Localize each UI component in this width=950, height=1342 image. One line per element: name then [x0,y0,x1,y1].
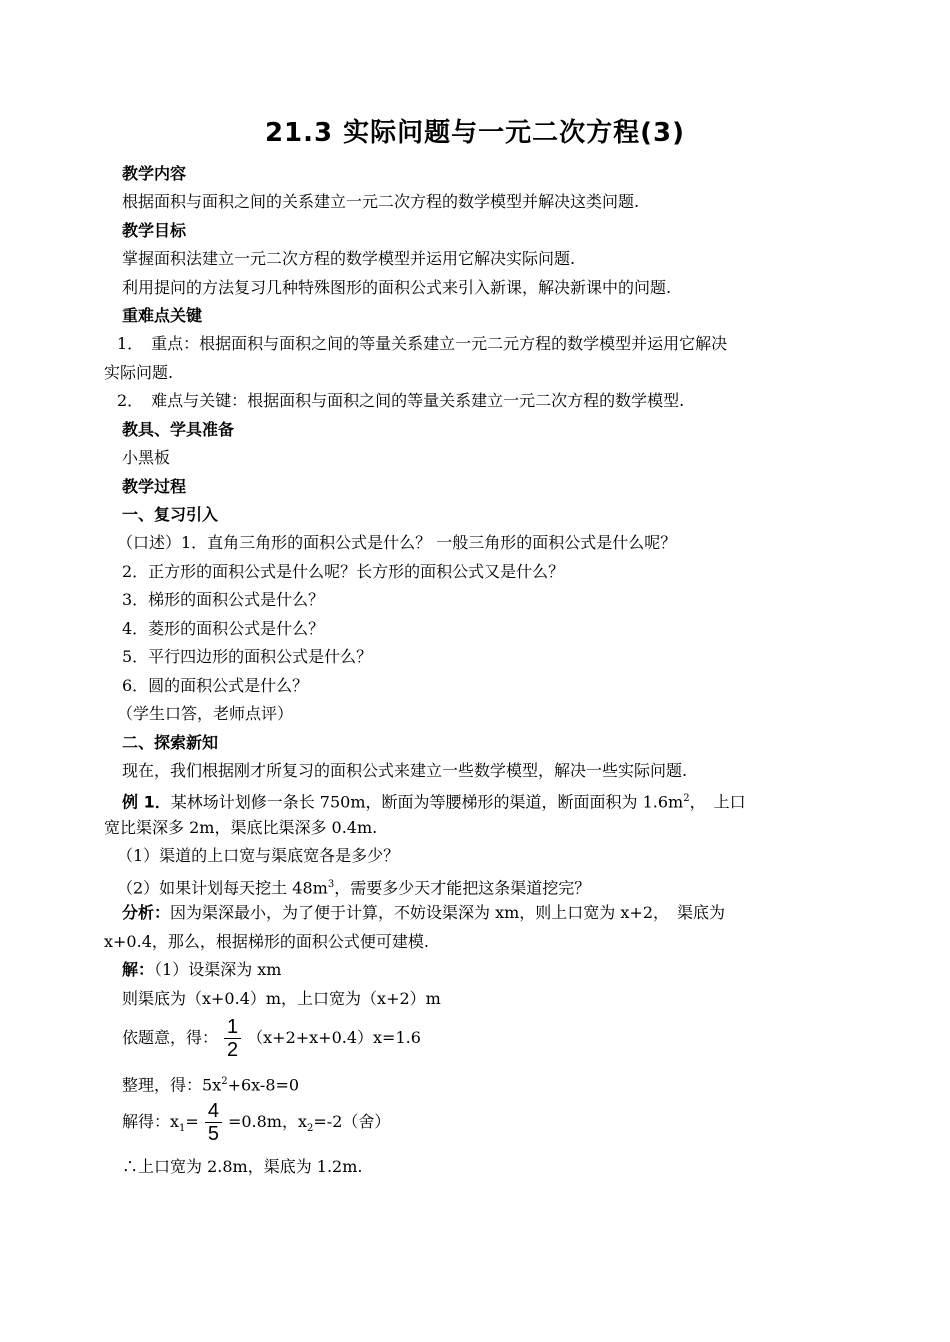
review-item: （口述）1．直角三角形的面积公式是什么？ 一般三角形的面积公式是什么呢？ [117,533,677,552]
solution-text: =-2（舍） [313,1112,391,1131]
solution-step-3 [122,1016,421,1061]
subscript: 1 [179,1123,186,1135]
denominator: 2 [224,1038,241,1061]
fraction [224,1016,241,1061]
solution-text: = [185,1112,199,1131]
numerator: 4 [207,1100,219,1122]
example-label: 例 1． [122,792,171,812]
superscript: 2 [683,793,690,804]
page-title: 21.3 实际问题与一元二次方程(3) [264,118,686,148]
example-text: ， 上口 [689,792,746,812]
solution-step-4 [122,1071,299,1096]
fraction [205,1100,222,1145]
solution-text: （x+2+x+0.4）x=1.6 [247,1028,421,1047]
analysis-label: 分析： [122,903,171,922]
analysis-line-2: x+0.4，那么，根据梯形的面积公式便可建模. [104,932,429,951]
heading-goals: 教学目标 [122,221,187,240]
example-text: 某林场计划修一条长 750m，断面为等腰梯形的渠道，断面面积为 1.6m [170,792,684,812]
explore-intro: 现在，我们根据刚才所复习的面积公式来建立一些数学模型，解决一些实际问题. [122,761,688,780]
goal-item: 利用提问的方法复习几种特殊图形的面积公式来引入新课，解决新课中的问题. [122,278,672,297]
example-line-2: 宽比渠深多 2m，渠底比渠深多 0.4m. [104,818,378,837]
tools-text: 小黑板 [122,448,171,467]
superscript: 2 [221,1076,228,1087]
solution-label: 解： [122,960,155,979]
solution-text: =0.8m，x [227,1112,307,1131]
review-item: 2．正方形的面积公式是什么呢？长方形的面积公式又是什么？ [122,562,565,581]
heading-explore: 二、探索新知 [122,733,219,752]
superscript: 3 [327,879,335,890]
heading-content: 教学内容 [122,164,187,183]
heading-review: 一、复习引入 [122,505,219,524]
solution-text: （1）设渠深为 xm [154,960,282,979]
solution-conclusion: ∴上口宽为 2.8m，渠底为 1.2m. [122,1157,363,1176]
heading-key-points: 重难点关键 [122,306,203,325]
solution-step-5 [122,1100,390,1145]
review-item: 3．梯形的面积公式是什么？ [122,590,325,609]
solution-step-1 [122,959,281,981]
content-text: 根据面积与面积之间的关系建立一元二次方程的数学模型并解决这类问题. [122,192,640,211]
analysis-line [122,902,725,924]
solution-text: 解得：x [122,1112,180,1131]
review-item: 6．圆的面积公式是什么？ [122,676,309,695]
review-item: 5．平行四边形的面积公式是什么？ [122,647,373,666]
analysis-text: 因为渠深最小，为了便于计算，不妨设渠深为 xm，则上口宽为 x+2， 渠底为 [170,903,725,922]
solution-step-2: 则渠底为（x+0.4）m，上口宽为（x+2）m [122,989,441,1008]
example-question-2 [117,874,590,899]
goal-item: 掌握面积法建立一元二次方程的数学模型并运用它解决实际问题. [122,249,576,268]
subscript: 2 [307,1123,314,1135]
key-point-1-continued: 实际问题. [104,363,174,382]
review-item: 4．菱形的面积公式是什么？ [122,619,325,638]
review-note: （学生口答，老师点评） [117,704,294,723]
solution-text: 依题意，得： [122,1028,219,1047]
denominator: 5 [205,1122,222,1145]
example-question-1: （1）渠道的上口宽与渠底宽各是多少？ [117,846,400,865]
solution-text: 整理，得：5x [122,1075,222,1095]
question-text: ，需要多少天才能把这条渠道挖完？ [334,878,591,898]
numerator: 1 [227,1016,239,1038]
key-point-1: 1． 重点：根据面积与面积之间的等量关系建立一元二元方程的数学模型并运用它解决 [117,334,728,353]
key-point-2: 2． 难点与关键：根据面积与面积之间的等量关系建立一元二次方程的数学模型. [117,391,685,410]
question-text: （2）如果计划每天挖土 48m [117,878,328,898]
heading-process: 教学过程 [122,477,187,496]
heading-tools: 教具、学具准备 [122,420,235,439]
solution-text: +6x-8=0 [227,1075,300,1095]
example-line [122,788,746,813]
